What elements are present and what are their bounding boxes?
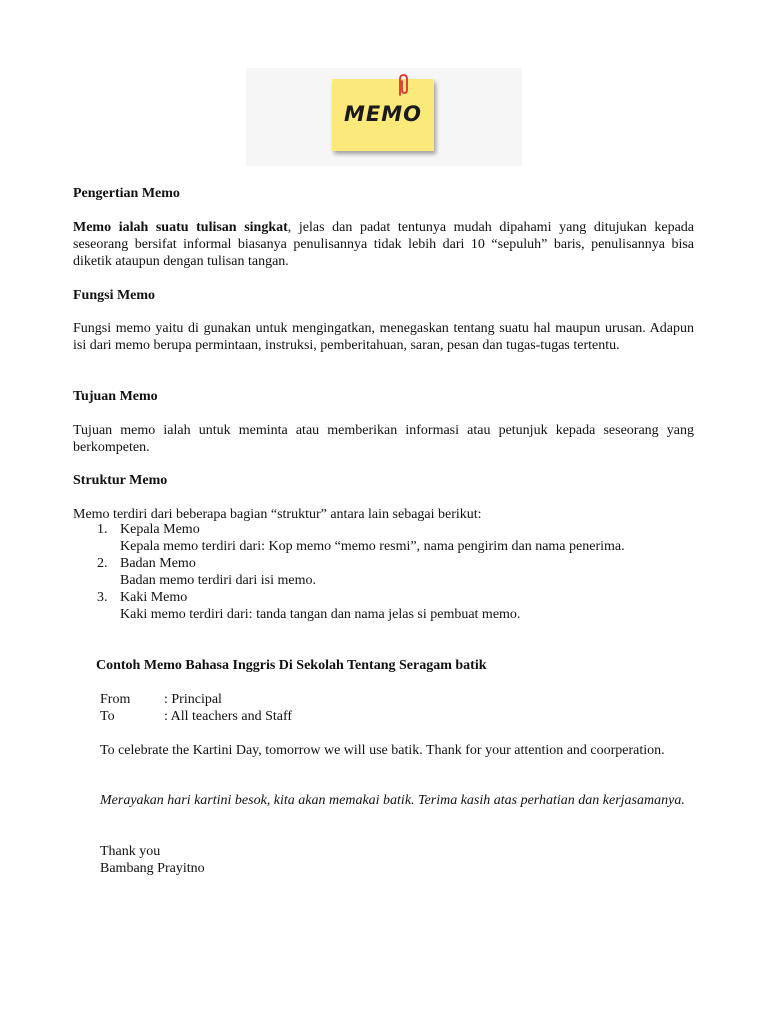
pengertian-body: , jelas dan padat tentunya mudah dipahami yang ditujukan kepada seseorang bersifat informal biasanya penulisannya tidak lebih dari 10 “sepuluh” baris, penulisannya bisa diketik ataupun dengan tulisan tangan.	[73, 220, 695, 269]
pengertian-bold-lead: Memo ialah suatu tulisan singkat	[73, 220, 288, 235]
to-label: To	[100, 709, 115, 724]
memo-to-row	[100, 708, 292, 725]
from-label: From	[100, 692, 131, 707]
memo-body-english: To celebrate the Kartini Day, tomorrow we will use batik. Thank for your attention and coorperation.	[100, 743, 665, 758]
paragraph-struktur-intro: Memo terdiri dari beberapa bagian “struktur” antara lain sebagai berikut:	[73, 507, 482, 522]
list-item-desc: Kepala memo terdiri dari: Kop memo “memo resmi”, nama pengirim dan nama penerima.	[120, 539, 625, 554]
memo-closing: Thank you	[100, 844, 161, 859]
list-item	[73, 555, 694, 589]
memo-signer: Bambang Prayitno	[100, 861, 205, 876]
list-number: 2.	[97, 556, 108, 571]
list-number: 1.	[97, 522, 108, 537]
from-value: : Principal	[164, 692, 222, 707]
paragraph-pengertian	[73, 219, 694, 270]
heading-pengertian: Pengertian Memo	[73, 186, 180, 201]
paperclip-icon	[395, 73, 411, 97]
heading-tujuan: Tujuan Memo	[73, 389, 158, 404]
paragraph-fungsi: Fungsi memo yaitu di gunakan untuk mengingatkan, menegaskan tentang suatu hal maupun urusan. Adapun isi dari memo berupa permintaan, instruksi, pemberitahuan, saran, pesan dan tugas-tugas tertentu.	[73, 321, 694, 353]
sticky-note	[332, 79, 434, 151]
paragraph-tujuan: Tujuan memo ialah untuk meminta atau memberikan informasi atau petunjuk kepada seseorang yang berkompeten.	[73, 423, 694, 455]
memo-from-row	[100, 691, 222, 708]
struktur-list	[73, 521, 694, 623]
heading-struktur: Struktur Memo	[73, 473, 168, 488]
memo-body-indonesian: Merayakan hari kartini besok, kita akan memakai batik. Terima kasih atas perhatian dan kerjasamanya.	[100, 793, 685, 808]
memo-banner-image	[246, 68, 522, 166]
list-item	[73, 521, 694, 555]
memo-banner-text: MEMO	[344, 102, 422, 126]
list-item-title: Badan Memo	[120, 556, 196, 571]
list-item-title: Kaki Memo	[120, 590, 188, 605]
list-item-desc: Kaki memo terdiri dari: tanda tangan dan nama jelas si pembuat memo.	[120, 607, 521, 622]
to-value: : All teachers and Staff	[164, 709, 293, 724]
heading-example: Contoh Memo Bahasa Inggris Di Sekolah Tentang Seragam batik	[96, 658, 487, 673]
list-item-desc: Badan memo terdiri dari isi memo.	[120, 573, 316, 588]
heading-fungsi: Fungsi Memo	[73, 288, 156, 303]
list-number: 3.	[97, 590, 108, 605]
list-item-title: Kepala Memo	[120, 522, 200, 537]
list-item	[73, 589, 694, 623]
